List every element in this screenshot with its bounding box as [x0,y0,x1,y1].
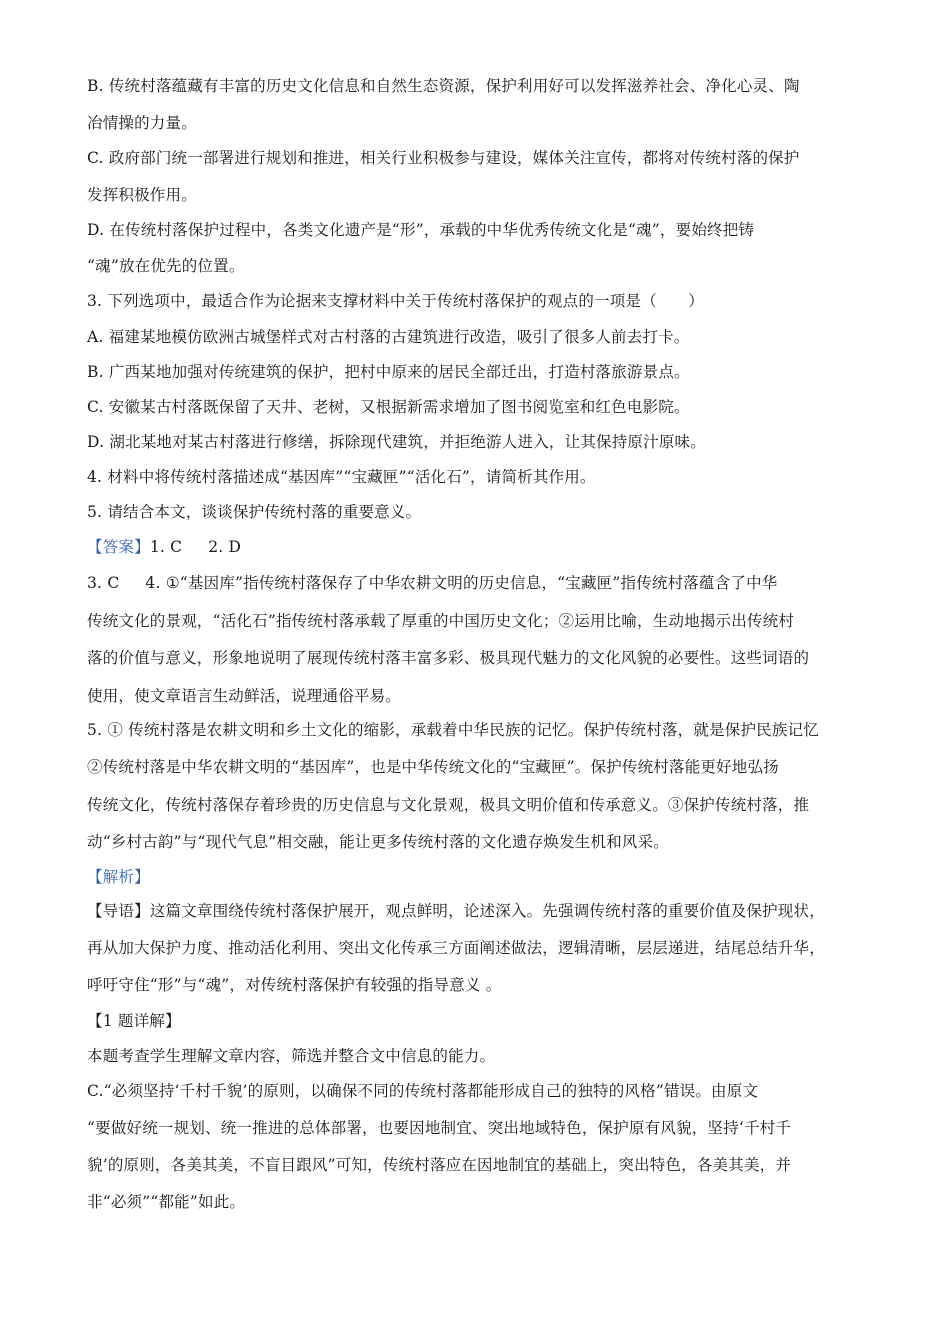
answer-3: 3. C [87,574,120,592]
answer-tag: 【答案】 [87,538,150,556]
question-3-stem: 3. 下列选项中，最适合作为论据来支撑材料中关于传统村落保护的观点的一项是（ ） [87,292,704,310]
answer-row-1 [87,537,241,557]
answer-4-line-4: 使用，使文章语言生动鲜活，说理通俗平易。 [87,687,402,705]
answer-2: 2. D [208,538,242,556]
guide-line-1: 【导语】这篇文章围绕传统村落保护展开，观点鲜明，论述深入。先强调传统村落的重要价值及保护现状， [87,902,825,920]
q1-detail-line-2: C.“必须坚持‘千村千貌’的原则，以确保不同的传统村落都能形成自己的独特的风格”错误。由原文 [87,1082,759,1100]
answer-4-line-1: 4. ①“基因库”指传统村落保存了中华农耕文明的历史信息，“宝藏匣”指传统村落蕴含了中华 [145,574,778,592]
question-3-option-b: B. 广西某地加强对传统建筑的保护，把村中原来的居民全部迁出，打造村落旅游景点。 [87,363,690,381]
answer-1: 1. C [149,538,183,556]
question-3-option-d: D. 湖北某地对某古村落进行修缮，拆除现代建筑，并拒绝游人进入，让其保持原汁原味。 [87,433,706,451]
option-d-line-2: “魂”放在优先的位置。 [87,257,245,275]
guide-line-2: 再从加大保护力度、推动活化利用、突出文化传承三方面阐述做法，逻辑清晰，层层递进，结尾总结升华， [87,939,825,957]
question-3-option-a: A. 福建某地模仿欧洲古城堡样式对古村落的古建筑进行改造，吸引了很多人前去打卡。 [87,328,690,346]
option-d-line-1: D. 在传统村落保护过程中，各类文化遗产是“形”，承载的中华优秀传统文化是“魂”，要始终把铸 [87,221,755,239]
analysis-tag: 【解析】 [87,868,150,886]
q1-detail-line-3: “要做好统一规划、统一推进的总体部署，也要因地制宜、突出地域特色，保护原有风貌，坚持‘千村千 [87,1119,792,1137]
option-c-line-1: C. 政府部门统一部署进行规划和推进，相关行业积极参与建设，媒体关注宣传，都将对传统村落的保护 [87,149,800,167]
question-3-option-c: C. 安徽某古村落既保留了天井、老树，又根据新需求增加了图书阅览室和红色电影院。 [87,398,690,416]
question-4: 4. 材料中将传统村落描述成“基因库”“宝藏匣”“活化石”，请简析其作用。 [87,468,596,486]
answer-5-line-4: 动“乡村古韵”与“现代气息”相交融，能让更多传统村落的文化遗存焕发生机和风采。 [87,833,669,851]
answer-4-line-3: 落的价值与意义，形象地说明了展现传统村落丰富多彩、极具现代魅力的文化风貌的必要性。这些词语的 [87,649,810,667]
answer-4-line-2: 传统文化的景观，“活化石”指传统村落承载了厚重的中国历史文化；②运用比喻，生动地揭示出传统村 [87,612,795,630]
q1-detail-line-5: 非“必须”“都能”如此。 [87,1193,246,1211]
answer-5-line-1: 5. ① 传统村落是农耕文明和乡土文化的缩影，承载着中华民族的记忆。保护传统村落，就是保护民族记忆 [87,721,819,739]
answer-5-line-3: 传统文化，传统村落保存着珍贵的历史信息与文化景观，极具文明价值和传承意义。③保护传统村落，推 [87,796,810,814]
option-c-line-2: 发挥积极作用。 [87,186,197,204]
option-b-line-1: B. 传统村落蕴藏有丰富的历史文化信息和自然生态资源，保护利用好可以发挥滋养社会、净化心灵、陶 [87,77,800,95]
q1-detail-heading: 【1 题详解】 [87,1012,181,1030]
option-b-line-2: 冶情操的力量。 [87,114,197,132]
answer-5-line-2: ②传统村落是中华农耕文明的“基因库”，也是中华传统文化的“宝藏匣”。保护传统村落能更好地弘扬 [87,758,779,776]
answer-row-2 [87,573,778,593]
q1-detail-line-1: 本题考查学生理解文章内容，筛选并整合文中信息的能力。 [87,1047,496,1065]
q1-detail-line-4: 貌’的原则，各美其美，不盲目跟风”可知，传统村落应在因地制宜的基础上，突出特色，各美其美，并 [87,1156,792,1174]
question-5: 5. 请结合本文，谈谈保护传统村落的重要意义。 [87,503,422,521]
guide-line-3: 呼吁守住“形”与“魂”，对传统村落保护有较强的指导意义 。 [87,976,502,994]
